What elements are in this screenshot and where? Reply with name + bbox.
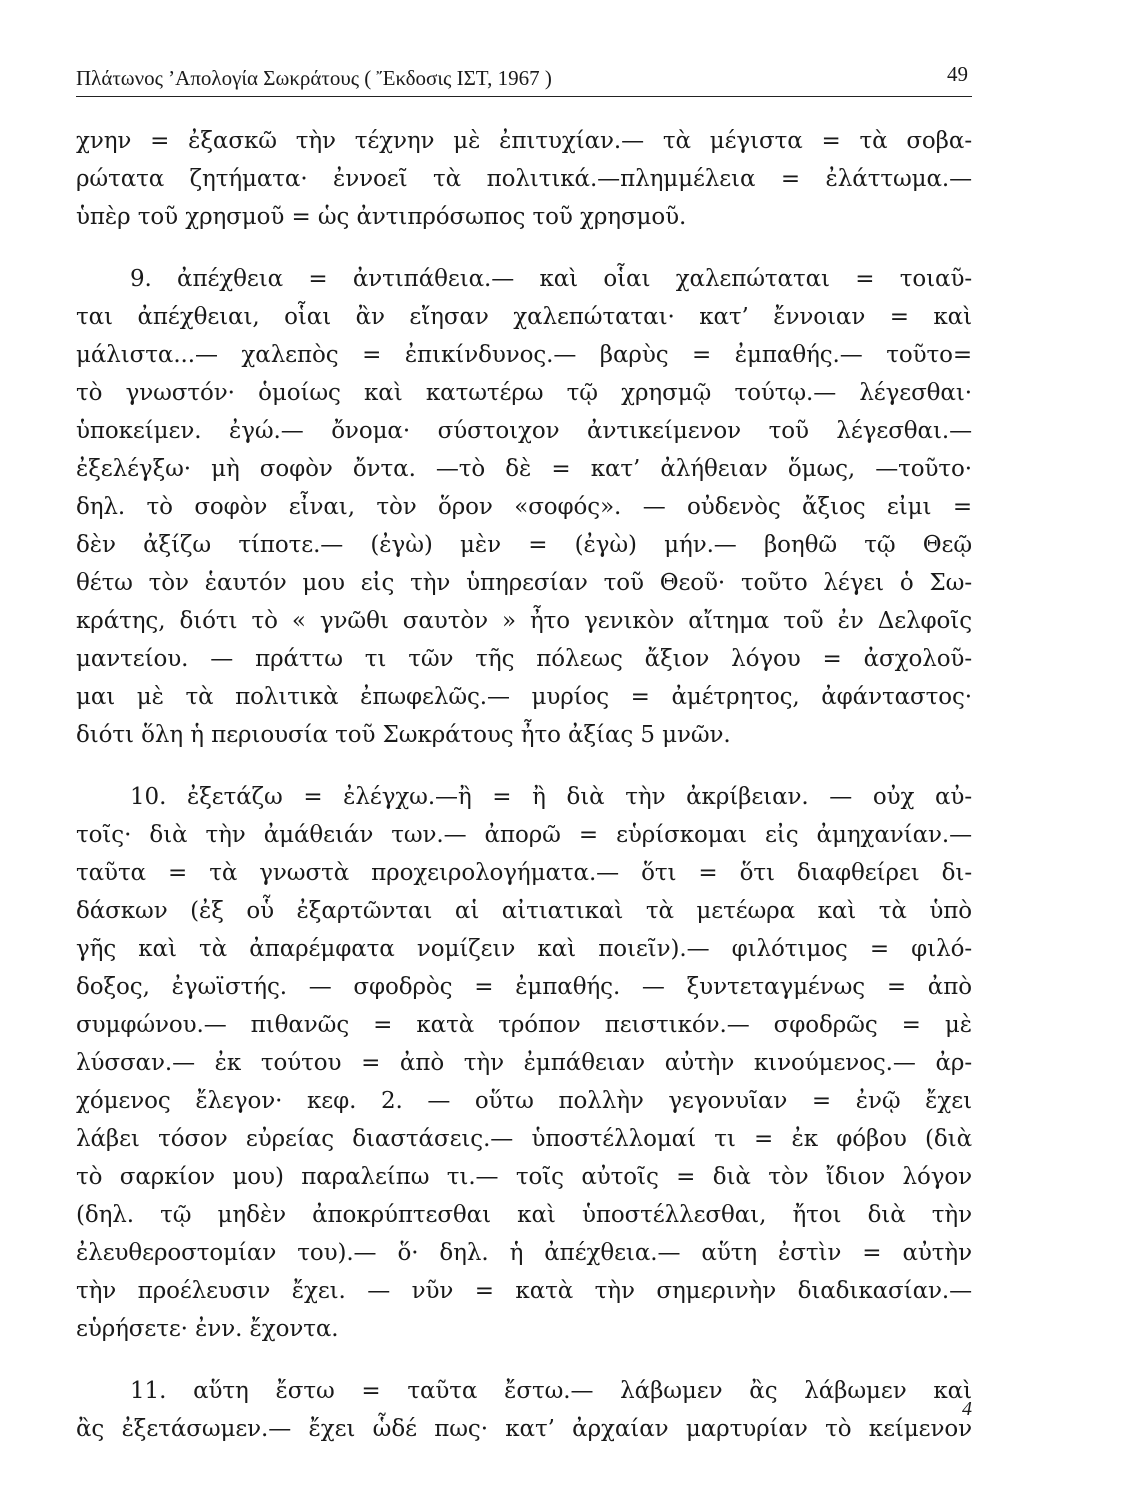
text-line: διότι ὅλη ἡ περιουσία τοῦ Σωκράτους ἦτο ἀξίας 5 μνῶν.: [76, 722, 731, 748]
text-line: ὑποκείμεν. ἐγώ.— ὄνομα· σύστοιχον ἀντικείμενον τοῦ λέγεσθαι.—: [76, 418, 972, 444]
text-line: ται ἀπέχθειαι, οἷαι ἂν εἴησαν χαλεπώταται· κατ’ ἔννοιαν = καὶ: [76, 304, 972, 330]
text-line: χόμενος ἔλεγον· κεφ. 2. — οὕτω πολλὴν γεγονυῖαν = ἐνῷ ἔχει: [76, 1088, 972, 1114]
paragraph-11: [76, 1372, 972, 1448]
text-line: γῆς καὶ τὰ ἀπαρέμφατα νομίζειν καὶ ποιεῖν).— φιλότιμος = φιλό-: [76, 936, 972, 962]
text-line: τὴν προέλευσιν ἔχει. — νῦν = κατὰ τὴν σημερινὴν διαδικασίαν.—: [76, 1278, 972, 1304]
paragraph-10: [76, 778, 972, 1348]
signature-mark: 4: [962, 1398, 972, 1420]
text-line: τὸ σαρκίον μου) παραλείπω τι.— τοῖς αὐτοῖς = διὰ τὸν ἴδιον λόγον: [76, 1164, 972, 1190]
text-line: τὸ γνωστόν· ὁμοίως καὶ κατωτέρω τῷ χρησμῷ τούτῳ.— λέγεσθαι·: [76, 380, 972, 406]
text-line: τοῖς· διὰ τὴν ἀμάθειάν των.— ἀπορῶ = εὑρίσκομαι εἰς ἀμηχανίαν.—: [76, 822, 972, 848]
running-head-title: Πλάτωνος ’Απολογία Σωκράτους ( Ἔκδοσις ΙΣΤ, 1967 ): [76, 66, 552, 90]
commentary-text: [76, 122, 972, 1448]
text-line: 10. ἐξετάζω = ἐλέγχω.—ἢ = ἢ διὰ τὴν ἀκρίβειαν. — οὐχ αὐ-: [130, 784, 972, 810]
text-line: λάβει τόσον εὐρείας διαστάσεις.— ὑποστέλλομαί τι = ἐκ φόβου (διὰ: [76, 1126, 972, 1152]
text-line: ταῦτα = τὰ γνωστὰ προχειρολογήματα.— ὅτι = ὅτι διαφθείρει δι-: [76, 860, 972, 886]
text-line: εὑρήσετε· ἐνν. ἔχοντα.: [76, 1316, 339, 1342]
text-line: ἐξελέγξω· μὴ σοφὸν ὄντα. —τὸ δὲ = κατ’ ἀλήθειαν ὅμως, —τοῦτο·: [76, 456, 972, 482]
paragraph-9: [76, 260, 972, 754]
text-line: 11. αὕτη ἔστω = ταῦτα ἔστω.— λάβωμεν ἂς λάβωμεν καὶ: [130, 1378, 972, 1404]
running-head: [76, 62, 972, 97]
text-line: ἂς ἐξετάσωμεν.— ἔχει ὧδέ πως· κατ’ ἀρχαίαν μαρτυρίαν τὸ κείμενον: [76, 1416, 972, 1442]
text-line: ρώτατα ζητήματα· ἐννοεῖ τὰ πολιτικά.—πλημμέλεια = ἐλάττωμα.—: [76, 166, 972, 192]
text-line: μάλιστα...— χαλεπὸς = ἐπικίνδυνος.— βαρὺς = ἐμπαθής.— τοῦτο=: [76, 342, 972, 368]
text-line: λύσσαν.— ἐκ τούτου = ἀπὸ τὴν ἐμπάθειαν αὐτὴν κινούμενος.— ἀρ-: [76, 1050, 972, 1076]
text-line: συμφώνου.— πιθανῶς = κατὰ τρόπον πειστικόν.— σφοδρῶς = μὲ: [76, 1012, 972, 1038]
text-line: χνην = ἐξασκῶ τὴν τέχνην μὲ ἐπιτυχίαν.— τὰ μέγιστα = τὰ σοβα-: [76, 128, 972, 154]
page-number: 49: [947, 62, 968, 86]
text-line: δοξος, ἐγωϊστής. — σφοδρὸς = ἐμπαθής. — ξυντεταγμένως = ἀπὸ: [76, 974, 972, 1000]
text-line: δὲν ἀξίζω τίποτε.— (ἐγὼ) μὲν = (ἐγὼ) μήν.— βοηθῶ τῷ Θεῷ: [76, 532, 972, 558]
text-line: μαντείου. — πράττω τι τῶν τῆς πόλεως ἄξιον λόγου = ἀσχολοῦ-: [76, 646, 972, 672]
text-line: θέτω τὸν ἑαυτόν μου εἰς τὴν ὑπηρεσίαν τοῦ Θεοῦ· τοῦτο λέγει ὁ Σω-: [76, 570, 972, 596]
paragraph-continued: [76, 122, 972, 236]
text-line: ἐλευθεροστομίαν του).— ὅ· δηλ. ἡ ἀπέχθεια.— αὕτη ἐστὶν = αὐτὴν: [76, 1240, 972, 1266]
text-line: 9. ἀπέχθεια = ἀντιπάθεια.— καὶ οἷαι χαλεπώταται = τοιαῦ-: [130, 266, 972, 292]
text-line: ὑπὲρ τοῦ χρησμοῦ = ὡς ἀντιπρόσωπος τοῦ χρησμοῦ.: [76, 204, 687, 230]
text-line: κράτης, διότι τὸ « γνῶθι σαυτὸν » ἦτο γενικὸν αἴτημα τοῦ ἐν Δελφοῖς: [76, 608, 972, 634]
text-line: δάσκων (ἐξ οὗ ἐξαρτῶνται αἱ αἰτιατικαὶ τὰ μετέωρα καὶ τὰ ὑπὸ: [76, 898, 972, 924]
text-line: μαι μὲ τὰ πολιτικὰ ἐπωφελῶς.— μυρίος = ἀμέτρητος, ἀφάνταστος·: [76, 684, 972, 710]
text-line: δηλ. τὸ σοφὸν εἶναι, τὸν ὅρον «σοφός». — οὐδενὸς ἄξιος εἰμι =: [76, 494, 972, 520]
text-line: (δηλ. τῷ μηδὲν ἀποκρύπτεσθαι καὶ ὑποστέλλεσθαι, ἤτοι διὰ τὴν: [76, 1202, 972, 1228]
